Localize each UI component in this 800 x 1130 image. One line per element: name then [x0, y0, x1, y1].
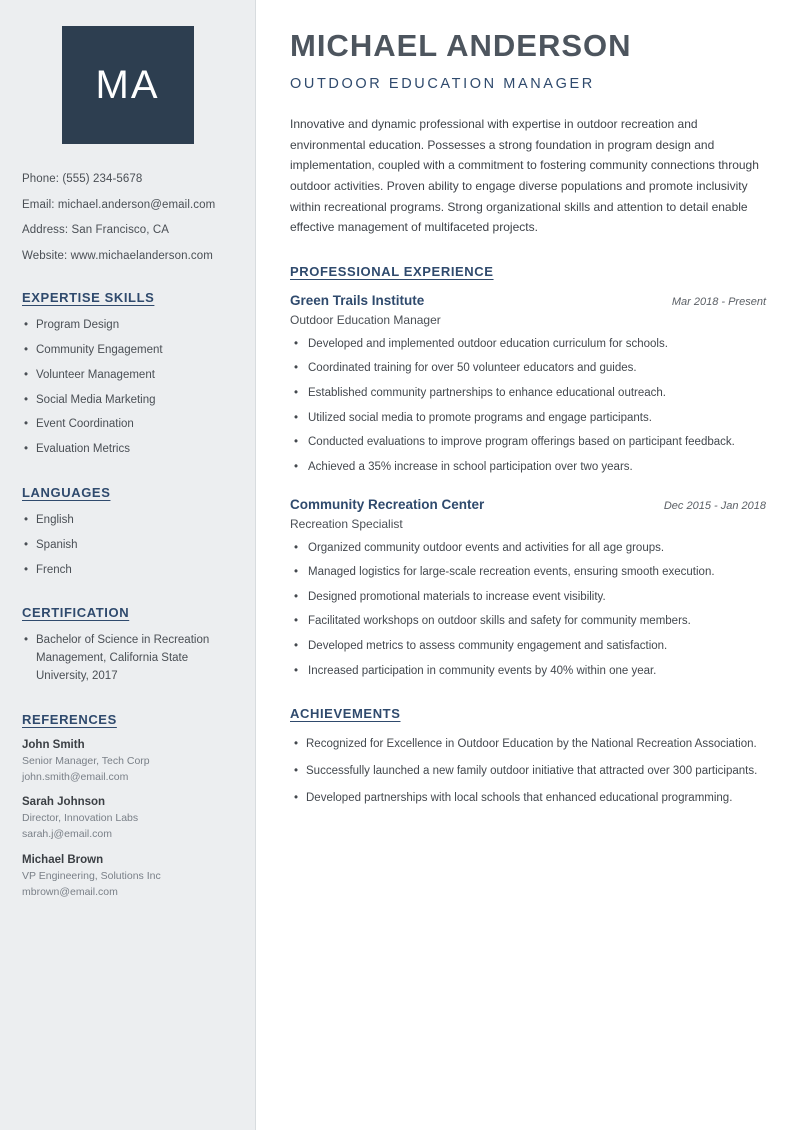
list-item: • Program Design [22, 317, 233, 335]
avatar: MA [62, 26, 194, 144]
list-item: • Increased participation in community events by 40% within one year. [290, 662, 766, 681]
professional-summary: Innovative and dynamic professional with expertise in outdoor recreation and environmental education. Possesses a strong foundation in program design and implementation, coupled with a commitment to fostering community connections through outdoor activities. Proven ability to engage diverse populations and promote inclusivity within recreational programs. Strong organizational skills and attention to detail enable effective management of multifaceted projects. [290, 117, 759, 235]
contact-website[interactable]: Website: www.michaelanderson.com [22, 249, 213, 262]
languages-list [22, 512, 233, 579]
job-title-subheading: OUTDOOR EDUCATION MANAGER [290, 76, 595, 92]
reference-email[interactable]: sarah.j@email.com [22, 828, 113, 841]
list-item: • Organized community outdoor events and activities for all age groups. [290, 539, 766, 558]
reference-name: Sarah Johnson [22, 796, 106, 809]
sidebar [0, 0, 256, 1130]
list-item: • Utilized social media to promote programs and engage participants. [290, 409, 766, 428]
references-heading: REFERENCES [22, 711, 117, 727]
contact-block [22, 172, 233, 264]
expertise-skills-heading: EXPERTISE SKILLS [22, 290, 155, 306]
reference-item [22, 854, 233, 901]
certification-heading: CERTIFICATION [22, 605, 130, 621]
experience-role: Recreation Specialist [290, 516, 403, 531]
experience-company: Green Trails Institute [290, 292, 425, 308]
list-item: • Social Media Marketing [22, 392, 233, 410]
list-item: • Facilitated workshops on outdoor skills and safety for community members. [290, 612, 766, 631]
reference-name: Michael Brown [22, 853, 104, 866]
expertise-skills-list [22, 317, 233, 459]
experience-dates: Mar 2018 - Present [671, 295, 766, 308]
list-item: • Evaluation Metrics [22, 441, 233, 459]
experience-dates: Dec 2015 - Jan 2018 [663, 499, 766, 512]
reference-role: Senior Manager, Tech Corp [22, 754, 150, 767]
languages-heading: LANGUAGES [22, 484, 111, 500]
page-title: MICHAEL ANDERSON [290, 28, 632, 63]
list-item: • Developed partnerships with local schools that enhanced educational programming. [290, 789, 766, 808]
experience-bullets [290, 335, 766, 477]
list-item: • English [22, 512, 233, 530]
list-item: • Coordinated training for over 50 volunteer educators and guides. [290, 359, 766, 378]
professional-experience-heading: PROFESSIONAL EXPERIENCE [290, 263, 494, 279]
achievements-list [290, 735, 766, 807]
list-item: • Bachelor of Science in Recreation Management, California State University, 2017 [22, 632, 233, 685]
reference-name: John Smith [22, 738, 85, 751]
reference-role: Director, Innovation Labs [22, 812, 139, 825]
avatar-container [22, 26, 233, 144]
list-item: • Developed and implemented outdoor education curriculum for schools. [290, 335, 766, 354]
list-item: • French [22, 562, 233, 580]
reference-item [22, 739, 233, 786]
reference-item [22, 796, 233, 843]
list-item: • Managed logistics for large-scale recreation events, ensuring smooth execution. [290, 563, 766, 582]
experience-item [290, 293, 766, 477]
list-item: • Event Coordination [22, 416, 233, 434]
list-item: • Developed metrics to assess community engagement and satisfaction. [290, 637, 766, 656]
reference-email[interactable]: john.smith@email.com [22, 770, 129, 783]
list-item: • Achieved a 35% increase in school participation over two years. [290, 458, 766, 477]
reference-role: VP Engineering, Solutions Inc [22, 869, 161, 882]
list-item: • Spanish [22, 537, 233, 555]
list-item: • Recognized for Excellence in Outdoor Education by the National Recreation Association. [290, 735, 766, 754]
list-item: • Established community partnerships to enhance educational outreach. [290, 384, 766, 403]
list-item: • Community Engagement [22, 342, 233, 360]
achievements-heading: ACHIEVEMENTS [290, 706, 401, 722]
experience-header [290, 293, 766, 308]
experience-header [290, 497, 766, 512]
experience-role: Outdoor Education Manager [290, 312, 441, 327]
experience-item [290, 497, 766, 681]
list-item: • Successfully launched a new family outdoor initiative that attracted over 300 participants. [290, 762, 766, 781]
reference-email[interactable]: mbrown@email.com [22, 885, 118, 898]
contact-address: Address: San Francisco, CA [22, 224, 170, 237]
certification-list [22, 632, 233, 685]
experience-company: Community Recreation Center [290, 496, 485, 512]
list-item: • Designed promotional materials to increase event visibility. [290, 588, 766, 607]
list-item: • Conducted evaluations to improve program offerings based on participant feedback. [290, 433, 766, 452]
contact-phone: Phone: (555) 234-5678 [22, 173, 143, 185]
experience-bullets [290, 539, 766, 681]
contact-email[interactable]: Email: michael.anderson@email.com [22, 198, 216, 211]
list-item: • Volunteer Management [22, 367, 233, 385]
main-content [256, 0, 800, 1130]
